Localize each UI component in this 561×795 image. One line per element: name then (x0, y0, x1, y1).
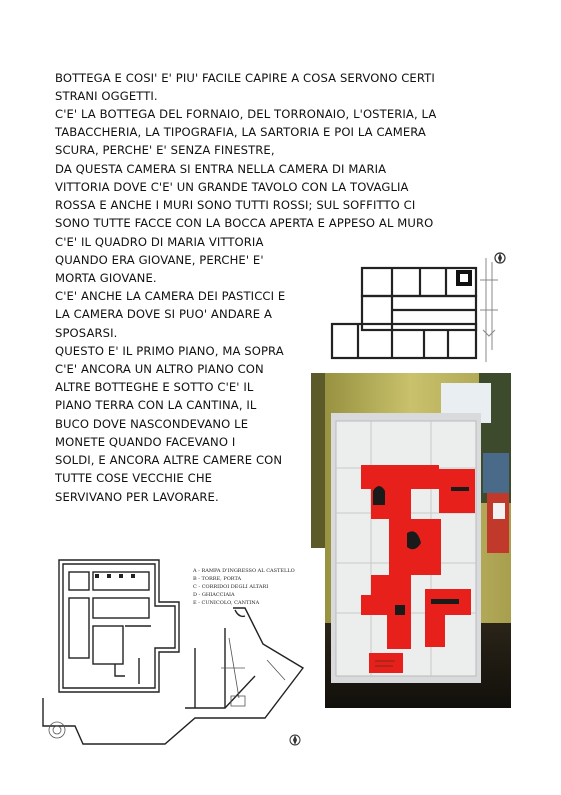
text-line: TABACCHERIA, LA TIPOGRAFIA, LA SARTORIA E POI LA CAMERA (55, 125, 426, 139)
text-line: C'E' LA BOTTEGA DEL FORNAIO, DEL TORRONAIO, L'OSTERIA, LA (55, 107, 437, 121)
text-line: ALTRE BOTTEGHE E SOTTO C'E' IL (55, 380, 254, 394)
text-line: DA QUESTA CAMERA SI ENTRA NELLA CAMERA DI MARIA (55, 162, 387, 176)
text-line: MORTA GIOVANE. (55, 271, 157, 285)
text-line: SPOSARSI. (55, 326, 118, 340)
text-line: SERVIVANO PER LAVORARE. (55, 490, 219, 504)
legend-item: C - CORRIDOI DEGLI ALTARI (193, 584, 269, 590)
text-line: VITTORIA DOVE C'E' UN GRANDE TAVOLO CON LA TOVAGLIA (55, 180, 409, 194)
legend-item: B - TORRE, PORTA (193, 576, 242, 582)
text-line: SONO TUTTE FACCE CON LA BOCCA APERTA E APPESO AL MURO (55, 216, 434, 230)
text-line: TUTTE COSE VECCHIE CHE (55, 471, 213, 485)
text-line: BOTTEGA E COSI' E' PIU' FACILE CAPIRE A COSA SERVONO CERTI (55, 71, 435, 85)
legend-item: E - CUNICOLO, CANTINA (193, 600, 260, 606)
text-line: ROSSA E ANCHE I MURI SONO TUTTI ROSSI; SUL SOFFITTO CI (55, 198, 416, 212)
text-line: SCURA, PERCHE' E' SENZA FINESTRE, (55, 143, 275, 157)
text-line: C'E' ANCORA UN ALTRO PIANO CON (55, 362, 264, 376)
text-line: MONETE QUANDO FACEVANO I (55, 435, 236, 449)
text-line: QUANDO ERA GIOVANE, PERCHE' E' (55, 253, 264, 267)
legend-item: D - GHIACCIAIA (193, 592, 235, 598)
text-line: LA CAMERA DOVE SI PUO' ANDARE A (55, 307, 272, 321)
floor-plan-first-floor (328, 250, 508, 370)
text-line: PIANO TERRA CON LA CANTINA, IL (55, 398, 257, 412)
text-line: BUCO DOVE NASCONDEVANO LE (55, 417, 249, 431)
floor-plan-ground-floor (35, 548, 325, 766)
text-line: QUESTO E' IL PRIMO PIANO, MA SOPRA (55, 344, 284, 358)
photo-paper-model-of-floor-plan (311, 373, 511, 708)
text-line: C'E' IL QUADRO DI MARIA VITTORIA (55, 235, 264, 249)
text-line: C'E' ANCHE LA CAMERA DEI PASTICCI E (55, 289, 286, 303)
text-line: STRANI OGGETTI. (55, 89, 158, 103)
legend-item: A - RAMPA D'INGRESSO AL CASTELLO (193, 568, 295, 574)
text-line: SOLDI, E ANCORA ALTRE CAMERE CON (55, 453, 283, 467)
